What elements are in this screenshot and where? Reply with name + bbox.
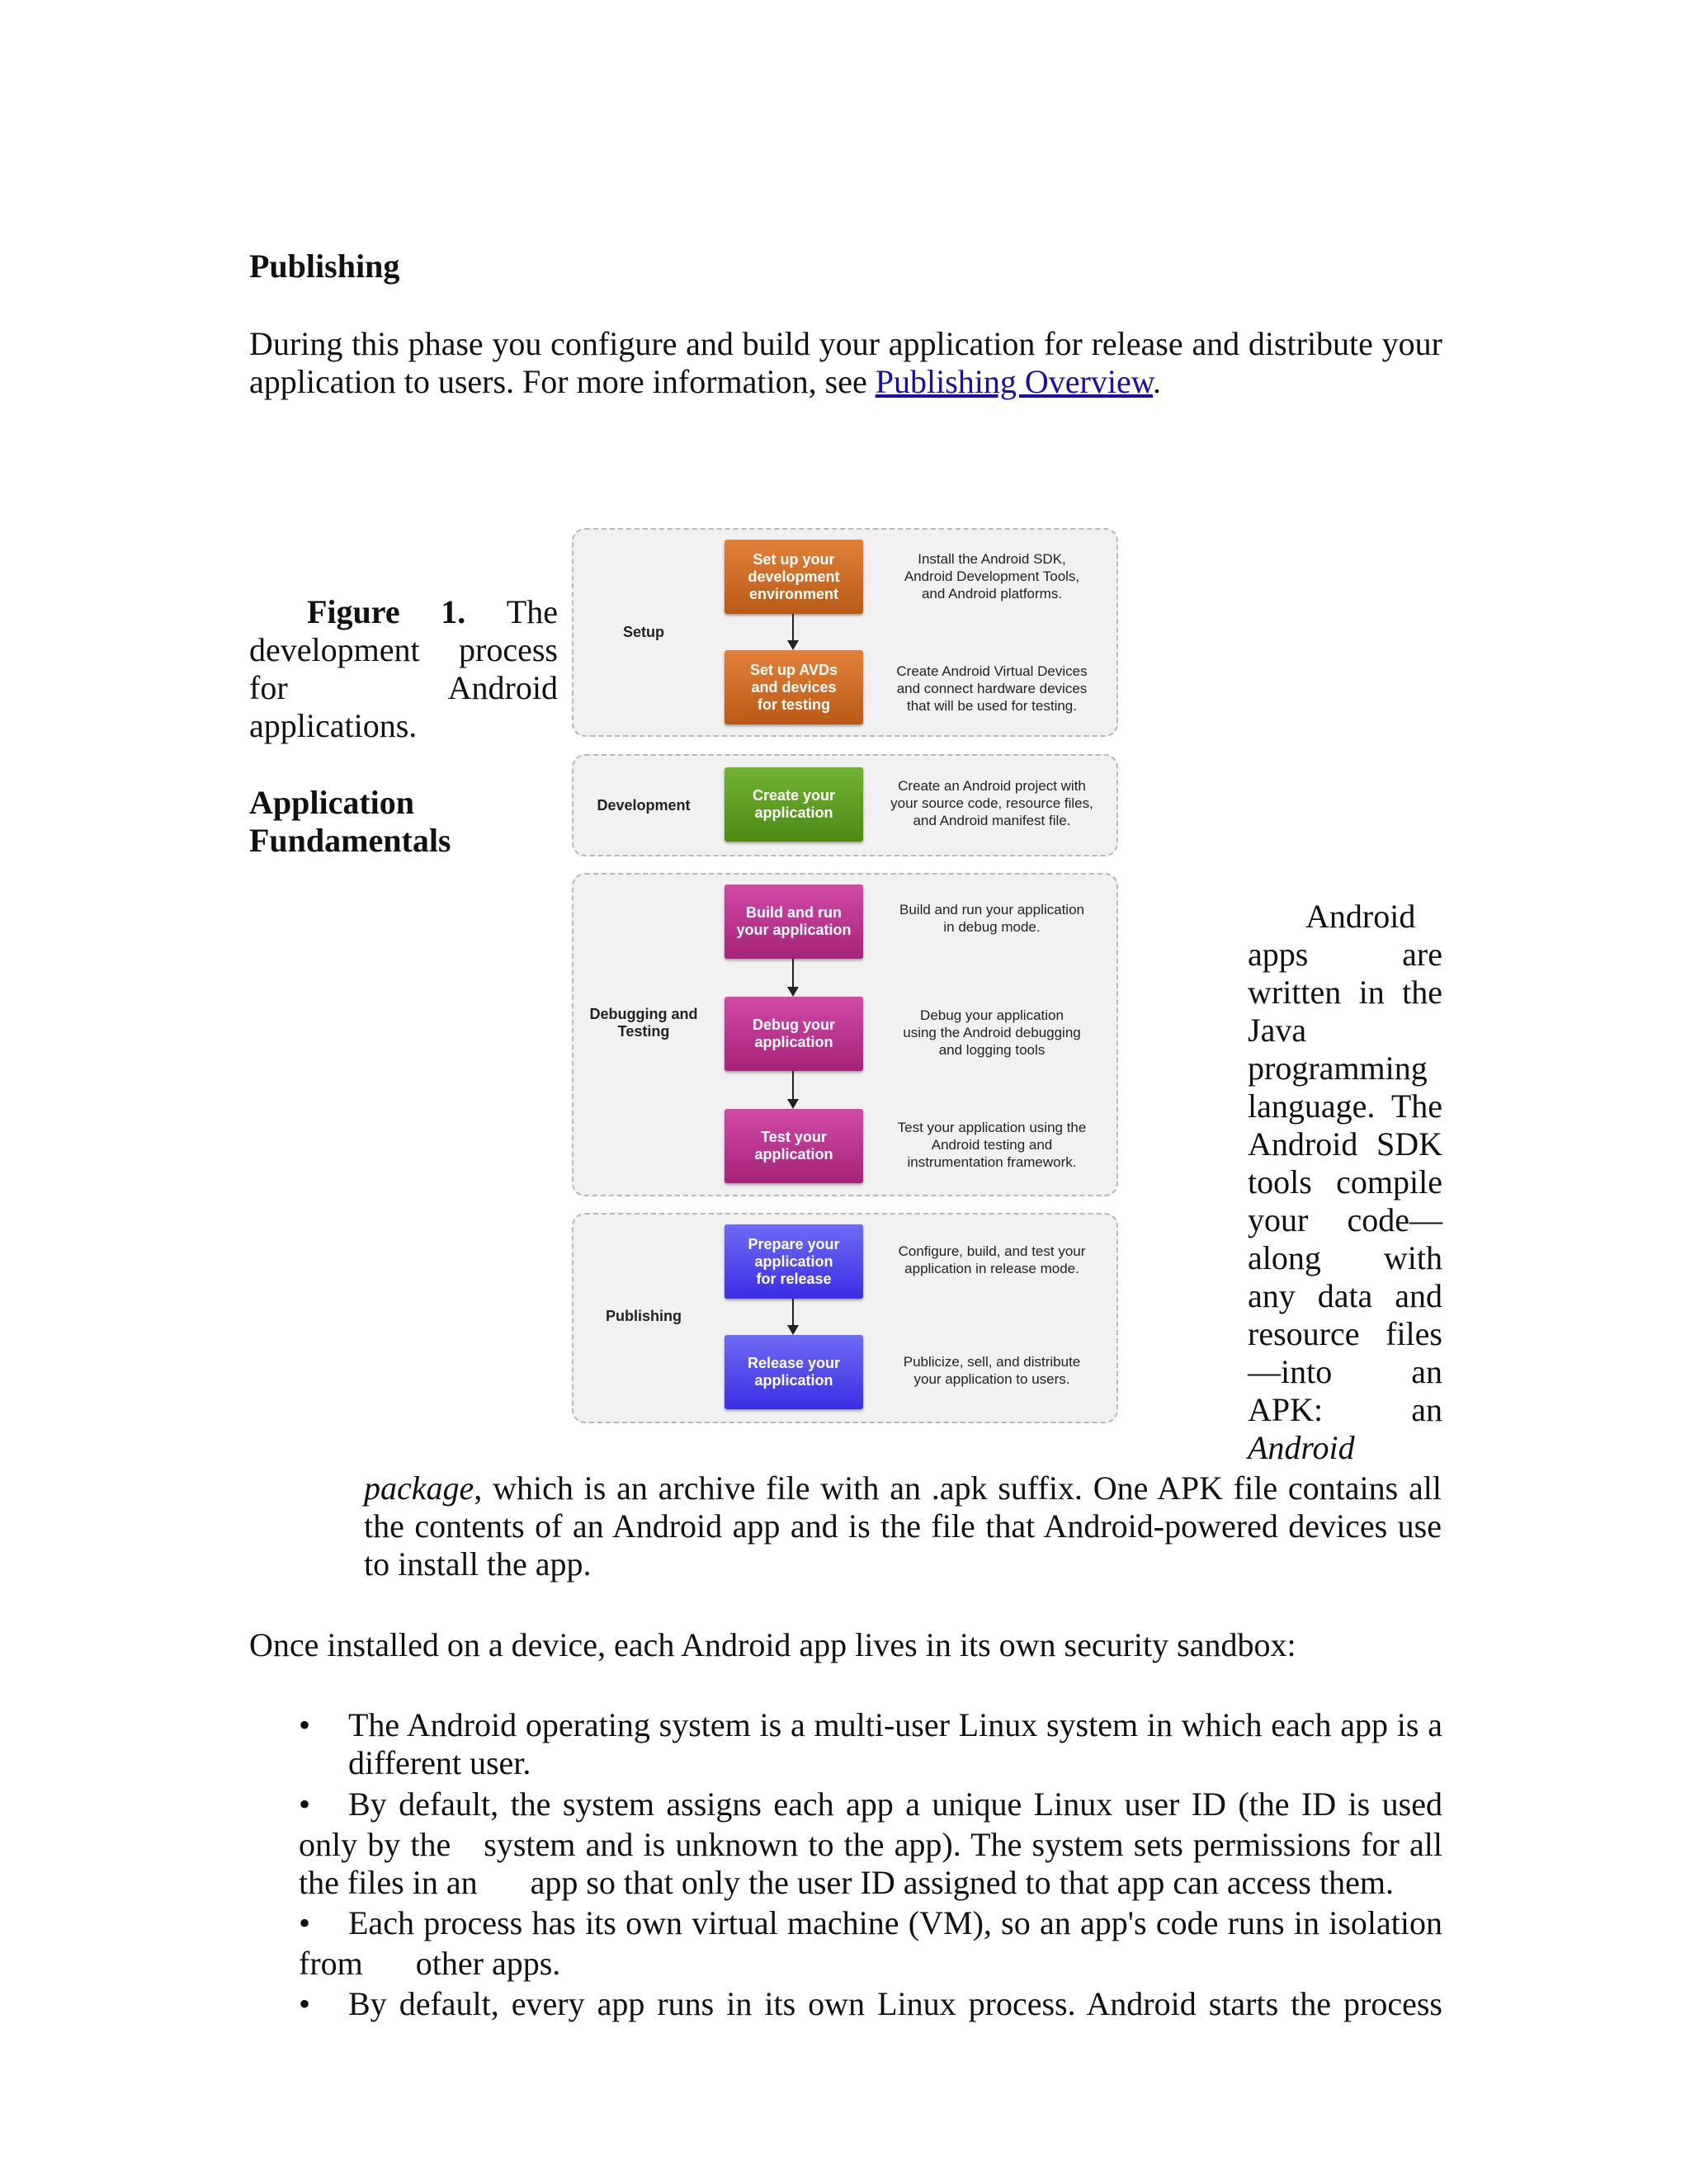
fundamentals-heading-line1: Application <box>249 784 415 821</box>
side-text-line <box>1248 1391 1442 1429</box>
side-text-word: with <box>1383 1239 1442 1276</box>
bullet-2-line2 <box>299 1826 1442 1864</box>
continuation-line1 <box>364 1469 1442 1507</box>
bullet-text: from <box>299 1945 363 1982</box>
development-label: Development <box>597 797 691 814</box>
figure-caption-line1 <box>249 593 558 631</box>
side-text-word: an <box>1411 1353 1442 1390</box>
release-desc: Publicize, sell, and distribute your application to users. <box>903 1354 1081 1387</box>
side-text-word: The <box>1390 1087 1442 1125</box>
side-text-word: any <box>1248 1277 1296 1314</box>
bullet-2-line3 <box>299 1864 1442 1902</box>
figure-caption-line2 <box>249 631 558 669</box>
bullet-3-line2 <box>299 1945 1442 1983</box>
arrow-down-icon <box>792 1299 794 1333</box>
test-step: Test your application <box>725 1109 863 1183</box>
setup-group <box>572 528 1118 737</box>
figure-caption <box>249 593 558 745</box>
setup-environment-step: Set up your development environment <box>725 540 863 614</box>
debug-step: Debug your application <box>725 997 863 1071</box>
build-run-desc: Build and run your application in debug mode. <box>899 902 1084 935</box>
sandbox-intro: Once installed on a device, each Android app lives in its own security sandbox: <box>249 1626 1296 1663</box>
list-item <box>299 1985 1442 2023</box>
bullet-icon: • <box>299 1904 311 1941</box>
bullet-text: By default, the system assigns each app a unique Linux user ID (the ID is used <box>348 1785 1442 1823</box>
bullet-icon: • <box>299 1706 311 1743</box>
bullet-text: only by the <box>299 1826 451 1863</box>
figure-label: Figure <box>307 593 400 630</box>
caption-word: development <box>249 631 420 668</box>
side-text-word: language. <box>1248 1087 1376 1125</box>
debug-desc: Debug your application using the Android debugging and logging tools <box>903 1007 1081 1058</box>
bullet-icon: • <box>299 1785 311 1823</box>
side-text-word: written <box>1248 974 1342 1011</box>
side-text-line <box>1248 1125 1442 1163</box>
bullet-text: other apps. <box>415 1945 561 1982</box>
bullet-text: app so that only the user ID assigned to that app can access them. <box>530 1864 1394 1901</box>
bullet-icon: • <box>299 1985 311 2022</box>
publishing-para-prefix: application to users. For more information, see <box>249 363 876 400</box>
side-text-line <box>1248 1087 1442 1125</box>
caption-word: for <box>249 669 288 706</box>
side-text-word: Android <box>1305 898 1416 935</box>
fundamentals-side-text <box>1248 898 1442 1467</box>
side-text-word: apps <box>1248 936 1309 973</box>
side-text-word: the <box>1402 974 1442 1011</box>
setup-avds-desc: Create Android Virtual Devices and connect hardware devices that will be used for testing. <box>896 663 1088 714</box>
setup-label: Setup <box>622 624 664 640</box>
publishing-paragraph <box>249 325 1442 401</box>
figure-number: 1. <box>441 593 466 630</box>
development-process-diagram <box>572 528 1120 1423</box>
side-text-line <box>1248 1201 1442 1239</box>
side-text-word: APK: <box>1248 1391 1324 1428</box>
prepare-release-desc: Configure, build, and test your application in release mode. <box>898 1243 1086 1276</box>
side-text-word: in <box>1358 974 1385 1011</box>
bullet-3-line1 <box>299 1904 1442 1942</box>
side-text-word: compile <box>1336 1163 1442 1200</box>
fundamentals-continuation <box>364 1469 1442 1583</box>
caption-word: Android <box>447 669 558 706</box>
side-text-line <box>1248 1315 1442 1353</box>
list-item <box>299 1904 1442 1983</box>
side-text-line <box>1248 1239 1442 1277</box>
arrow-down-icon <box>792 959 794 995</box>
publishing-para-line1: During this phase you configure and build your application for release and distribute your <box>249 325 1442 362</box>
figure-word: The <box>506 593 558 630</box>
side-text-line <box>1248 974 1442 1012</box>
bullet-text: system and is unknown to the app). The system sets permissions for all <box>484 1826 1442 1863</box>
side-text-line <box>1248 1277 1442 1315</box>
side-text-word: are <box>1402 936 1442 973</box>
figure-caption-line4: applications. <box>249 707 418 744</box>
bullet-text: The Android operating system is a multi-user Linux system in which each app is a <box>348 1706 1442 1743</box>
side-text-word: an <box>1411 1391 1442 1428</box>
fundamentals-heading-line2: Fundamentals <box>249 822 451 859</box>
debugging-group <box>572 873 1118 1196</box>
bullet-1-line1 <box>299 1706 1442 1744</box>
prepare-release-step: Prepare your application for release <box>725 1224 863 1299</box>
side-text-word: programming <box>1248 1050 1428 1087</box>
side-text-line <box>1248 1050 1442 1087</box>
build-run-step: Build and run your application <box>725 884 863 959</box>
side-text-word: Java <box>1248 1012 1307 1049</box>
side-text-word: your <box>1248 1201 1309 1238</box>
continuation-line2: the contents of an Android app and is the file that Android-powered devices use <box>364 1507 1442 1545</box>
continuation-line3: to install the app. <box>364 1545 592 1583</box>
create-application-desc: Create an Android project with your source code, resource files, and Android manifest file. <box>890 778 1093 828</box>
debugging-label: Debugging and Testing <box>589 1006 698 1040</box>
bullet-text: By default, every app runs in its own Linux process. Android starts the process <box>348 1985 1442 2022</box>
caption-word: process <box>459 631 558 668</box>
create-application-step: Create your application <box>725 767 863 842</box>
package-term: package <box>364 1469 474 1507</box>
publishing-heading: Publishing <box>249 248 400 285</box>
side-text-line <box>1248 1012 1442 1050</box>
publishing-para-suffix: . <box>1153 363 1161 400</box>
side-text-word: —into <box>1248 1353 1333 1390</box>
bullet-1-line2: different user. <box>348 1744 531 1781</box>
publishing-label: Publishing <box>606 1308 682 1324</box>
list-item <box>299 1785 1442 1902</box>
side-text-word: and <box>1395 1277 1442 1314</box>
side-text-line <box>1248 898 1442 936</box>
bullet-list <box>299 1706 1442 2023</box>
setup-avds-step: Set up AVDs and devices for testing <box>725 650 863 724</box>
arrow-down-icon <box>792 1071 794 1107</box>
publishing-overview-link[interactable]: Publishing Overview <box>875 363 1153 400</box>
bullet-text: Each process has its own virtual machine (VM), so an app's code runs in isolation <box>348 1904 1442 1941</box>
fundamentals-heading <box>249 784 451 860</box>
bullet-2-line1 <box>299 1785 1442 1823</box>
side-text-word: along <box>1248 1239 1321 1276</box>
test-desc: Test your application using the Android testing and instrumentation framework. <box>897 1120 1087 1170</box>
side-text-word: files <box>1386 1315 1442 1352</box>
side-text-word: tools <box>1248 1163 1312 1200</box>
figure-caption-line3 <box>249 669 558 707</box>
list-item <box>299 1706 1442 1782</box>
side-text-word: SDK <box>1376 1125 1442 1163</box>
publishing-group <box>572 1213 1118 1423</box>
bullet-4-line1 <box>299 1985 1442 2023</box>
setup-environment-desc: Install the Android SDK, Android Development Tools, and Android platforms. <box>904 551 1080 601</box>
arrow-down-icon <box>792 614 794 649</box>
side-text-word: resource <box>1248 1315 1360 1352</box>
side-text-word: data <box>1317 1277 1373 1314</box>
release-step: Release your application <box>725 1335 863 1409</box>
side-text-line <box>1248 1353 1442 1391</box>
side-text-word: Android <box>1248 1125 1358 1163</box>
side-text-line <box>1248 1429 1442 1467</box>
side-text-line <box>1248 936 1442 974</box>
publishing-para-line2 <box>249 363 1442 401</box>
side-text-word: Android <box>1248 1429 1355 1466</box>
development-group <box>572 754 1118 856</box>
continuation-line1-rest: , which is an archive file with an .apk suffix. One APK file contains all <box>474 1469 1442 1507</box>
side-text-word: code— <box>1347 1201 1442 1238</box>
side-text-line <box>1248 1163 1442 1201</box>
bullet-text: the files in an <box>299 1864 478 1901</box>
